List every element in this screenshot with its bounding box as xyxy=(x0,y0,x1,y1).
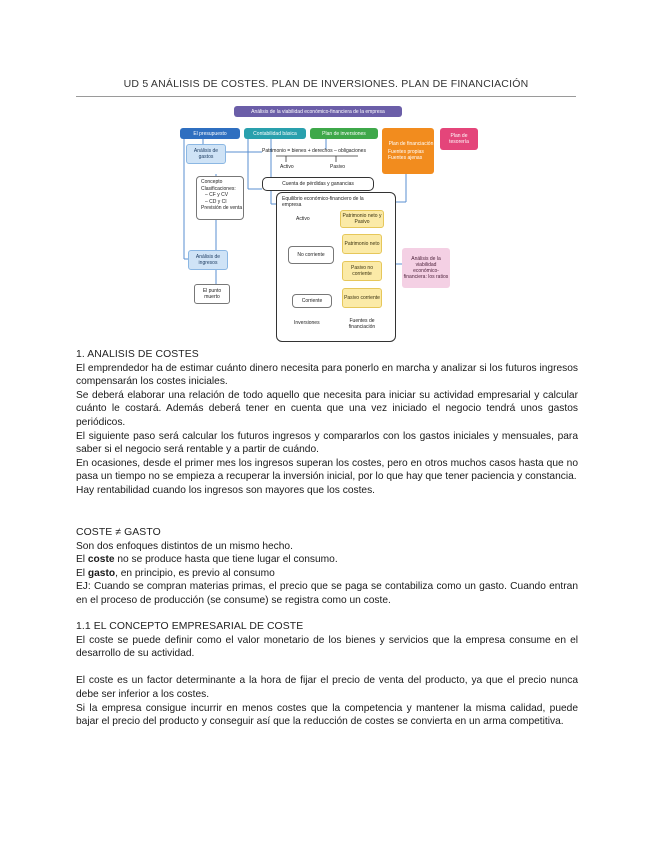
current-asset-box: Corriente xyxy=(292,294,332,308)
financing-item: Fuentes propias xyxy=(388,149,424,155)
equation-liability-label: Pasivo xyxy=(330,164,346,170)
expense-analysis-box: Análisis de gastos xyxy=(186,144,226,164)
header-rule xyxy=(76,96,576,97)
expense-list xyxy=(201,179,242,212)
paragraph xyxy=(76,567,578,581)
break-even-box: El punto muerto xyxy=(194,284,230,304)
section-cost-concept xyxy=(76,620,578,729)
section-cost-analysis xyxy=(76,348,578,498)
paragraph: El coste es un factor determinante a la hora de fijar el precio de venta del producto, ya que el precio nunca debe ser inferior a los costes. xyxy=(76,675,578,700)
ratios-analysis-box: Análisis de la viabilidad económico-financiera: los ratios xyxy=(402,248,450,288)
equity-equation: Patrimonio = bienes + derechos – obligaciones xyxy=(262,148,366,154)
budget-box: El presupuesto xyxy=(180,128,240,139)
accounting-box: Contabilidad básica xyxy=(244,128,306,139)
text-run: El xyxy=(76,567,88,579)
balance-title: Equilibrio económico-financiero de la empresa xyxy=(282,196,364,208)
asset-column-label: Activo xyxy=(296,216,310,222)
paragraph: El emprendedor ha de estimar cuánto dinero necesita para ponerlo en marcha y analizar si los futuros ingresos compensarán los costes iniciales. xyxy=(76,362,578,388)
page-header: UD 5 ANÁLISIS DE COSTES. PLAN DE INVERSIONES. PLAN DE FINANCIACIÓN xyxy=(123,78,529,90)
paragraph-spacer xyxy=(76,661,578,675)
income-analysis-box: Análisis de ingresos xyxy=(188,250,228,270)
income-statement-box: Cuenta de pérdidas y ganancias xyxy=(262,177,374,191)
equity-liability-header: Patrimonio neto y Pasivo xyxy=(340,210,384,228)
equation-asset-label: Activo xyxy=(280,164,294,170)
paragraph: Se deberá elaborar una relación de todo aquello que necesita para iniciar su actividad empresarial y calcular cuánto le costará. Además deberá tener en cuenta que una vez iniciado el negocio tendrá unos gastos periódicos. xyxy=(76,389,578,428)
section-cost-vs-expense xyxy=(76,526,578,608)
viability-title-box: Análisis de la viabilidad económico-financiera de la empresa xyxy=(234,106,402,117)
paragraph: Son dos enfoques distintos de un mismo hecho. xyxy=(76,540,293,552)
text-run: , en principio, es previo al consumo xyxy=(115,567,275,579)
paragraph: Hay rentabilidad cuando los ingresos son mayores que los costes. xyxy=(76,484,375,496)
non-current-asset-box: No corriente xyxy=(288,246,334,264)
treasury-plan-box: Plan de tesorería xyxy=(440,128,478,150)
investment-plan-box: Plan de inversiones xyxy=(310,128,378,139)
section-heading: 1. ANALISIS DE COSTES xyxy=(76,349,199,360)
paragraph: En ocasiones, desde el primer mes los ingresos superan los costes, pero en otros muchos casos hasta que no pasa un tiempo no se empieza a recuperar la inversión inicial, por lo que hay que tener paciencia y constancia. xyxy=(76,457,578,483)
net-equity-box: Patrimonio neto xyxy=(342,234,382,254)
financing-item: Fuentes ajenas xyxy=(388,155,423,161)
financing-plan-box xyxy=(382,128,434,174)
current-liability-box: Pasivo corriente xyxy=(342,288,382,308)
financing-sources-label: Fuentes de financiación xyxy=(348,318,376,330)
paragraph: Si la empresa consigue incurrir en menos costes que la competencia y mantener la misma calidad, puede bajar el precio del producto y conseguir así que la reducción de costes se convierta en un arma competitiva. xyxy=(76,702,578,728)
bold-term: gasto xyxy=(87,567,116,579)
expense-list-item: Concepto xyxy=(201,179,223,185)
paragraph: El coste se puede definir como el valor monetario de los bienes y servicios que la empresa consume en el desarrollo de su actividad. xyxy=(76,634,578,660)
bold-term: coste xyxy=(87,554,115,566)
section-heading: COSTE ≠ GASTO xyxy=(76,527,161,538)
text-run: no se produce hasta que tiene lugar el consumo. xyxy=(114,554,338,566)
expense-list-item: Clasificaciones: xyxy=(201,185,236,192)
section-heading: 1.1 EL CONCEPTO EMPRESARIAL DE COSTE xyxy=(76,621,304,632)
paragraph xyxy=(76,553,578,567)
investments-label: Inversiones xyxy=(294,320,320,326)
text-run: El xyxy=(76,554,88,566)
concept-diagram xyxy=(176,104,481,344)
non-current-liability-box: Pasivo no corriente xyxy=(342,261,382,281)
financing-plan-label: Plan de financiación xyxy=(388,141,434,147)
expense-list-item: – CD y CI xyxy=(205,198,227,205)
paragraph: El siguiente paso será calcular los futuros ingresos y compararlos con los gastos iniciales y mensuales, para saber si el negocio será rentable y a partir de cuándo. xyxy=(76,430,578,456)
expense-list-item: Previsión de venta xyxy=(201,205,243,212)
paragraph: EJ: Cuando se compran materias primas, el precio que se paga se contabiliza como un gasto. Cuando entran en el proceso de producción (se consume) se registra como un coste. xyxy=(76,581,578,606)
expense-list-item: – CF y CV xyxy=(205,192,229,199)
